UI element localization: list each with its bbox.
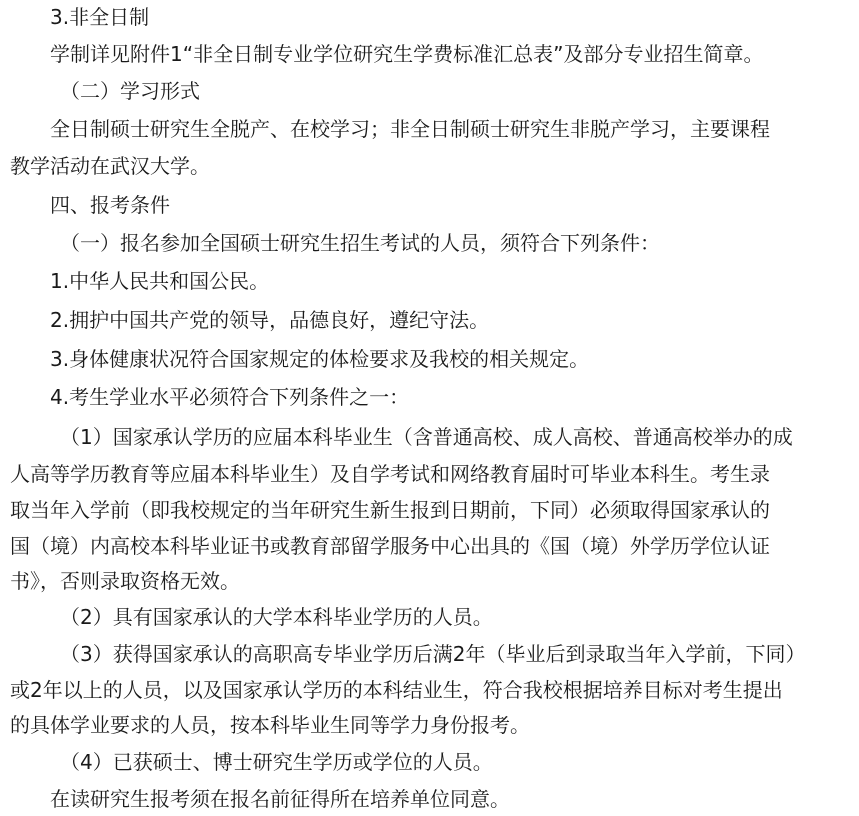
section-heading: （一）报名参加全国硕士研究生招生考试的人员，须符合下列条件： bbox=[60, 231, 660, 255]
paragraph-line: 取当年入学前（即我校规定的当年研究生新生报到日期前，下同）必须取得国家承认的 bbox=[10, 498, 770, 522]
paragraph-line: 1.中华人民共和国公民。 bbox=[50, 269, 270, 293]
paragraph-line: 学制详见附件1“非全日制专业学位研究生学费标准汇总表”及部分专业招生简章。 bbox=[50, 42, 764, 66]
paragraph-line: 全日制硕士研究生全脱产、在校学习；非全日制硕士研究生非脱产学习，主要课程 bbox=[50, 117, 770, 141]
paragraph-line: （1）国家承认学历的应届本科毕业生（含普通高校、成人高校、普通高校举办的成 bbox=[60, 425, 793, 449]
paragraph-line: 或2年以上的人员，以及国家承认学历的本科结业生，符合我校根据培养目标对考生提出 bbox=[10, 678, 783, 702]
paragraph-line: 3.非全日制 bbox=[50, 5, 150, 29]
paragraph-line: 2.拥护中国共产党的领导，品德良好，遵纪守法。 bbox=[50, 308, 490, 332]
paragraph-line: 3.身体健康状况符合国家规定的体检要求及我校的相关规定。 bbox=[50, 347, 590, 371]
paragraph-line: 4.考生学业水平必须符合下列条件之一： bbox=[50, 385, 410, 409]
paragraph-line: （2）具有国家承认的大学本科毕业学历的人员。 bbox=[60, 605, 493, 629]
paragraph-line: 在读研究生报考须在报名前征得所在培养单位同意。 bbox=[50, 787, 510, 811]
paragraph-line: 书》，否则录取资格无效。 bbox=[10, 569, 240, 593]
paragraph-line: 国（境）内高校本科毕业证书或教育部留学服务中心出具的《国（境）外学历学位认证 bbox=[10, 534, 770, 558]
paragraph-line: （4）已获硕士、博士研究生学历或学位的人员。 bbox=[60, 750, 493, 774]
paragraph-line: 的具体学业要求的人员，按本科毕业生同等学力身份报考。 bbox=[10, 713, 530, 737]
section-heading: （二）学习形式 bbox=[60, 79, 200, 103]
paragraph-line: 人高等学历教育等应届本科毕业生）及自学考试和网络教育届时可毕业本科生。考生录 bbox=[10, 462, 770, 486]
section-heading: 四、报考条件 bbox=[50, 193, 170, 217]
paragraph-line: （3）获得国家承认的高职高专毕业学历后满2年（毕业后到录取当年入学前，下同） bbox=[60, 642, 806, 666]
paragraph-line: 教学活动在武汉大学。 bbox=[10, 154, 210, 178]
